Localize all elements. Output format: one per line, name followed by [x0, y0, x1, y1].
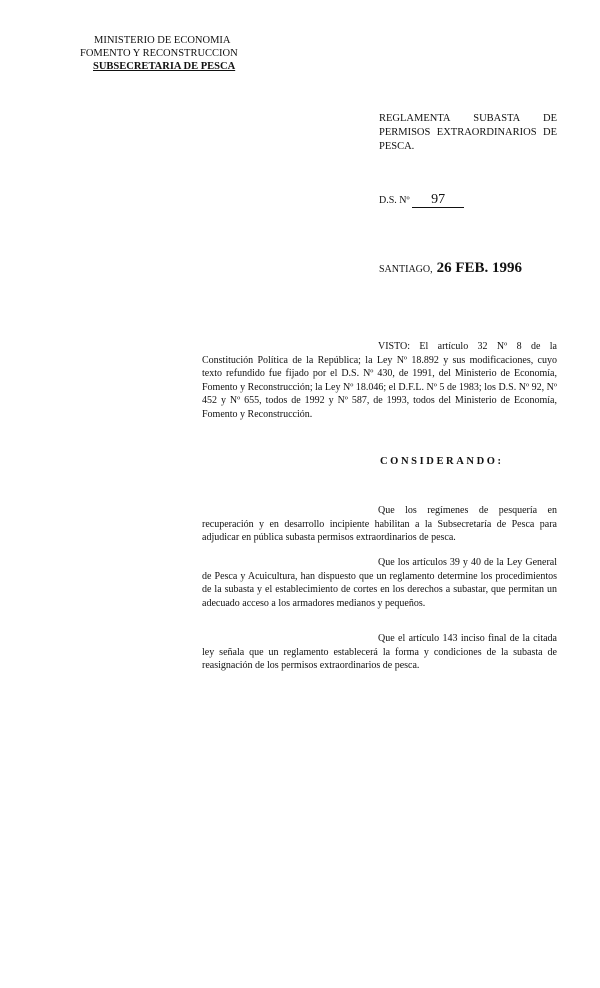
title-line-2: PERMISOS EXTRAORDINARIOS DE — [379, 127, 557, 138]
considerando-text-3: Que el artículo 143 inciso final de la citada ley señala que un reglamento establecerá la forma y condiciones de la subasta de reasignación de los permisos extraordinarios de pesca. — [202, 633, 557, 671]
ministry-line-2: FOMENTO Y RECONSTRUCCION — [80, 48, 238, 59]
date-value: 26 FEB. 1996 — [436, 260, 523, 276]
ministry-line-3: SUBSECRETARIA DE PESCA — [93, 61, 236, 72]
visto-text: VISTO: El artículo 32 Nº 8 de la Constitución Política de la República; la Ley Nº 18.892 y sus modificaciones, cuyo texto refundido fue fijado por el D.S. Nº 430, de 1991, del Ministerio de Economía, Fomento y Reconstrucción; la Ley Nº 18.046; el D.F.L. Nº 5 de 1983; los D.S. Nº 92, Nº 452 y Nº 655, todos de 1992 y Nº 587, de 1993, todos del Ministerio de Economía, Fomento y Reconstrucción. — [202, 341, 557, 420]
date-city: SANTIAGO, — [379, 264, 433, 275]
considerando-paragraph-3 — [202, 632, 557, 673]
considerando-heading: CONSIDERANDO: — [380, 456, 504, 467]
document-date — [379, 259, 522, 277]
ministry-header — [80, 34, 280, 73]
considerando-text-2: Que los artículos 39 y 40 de la Ley General de Pesca y Acuicultura, han dispuesto que un reglamento determine los procedimientos de la subasta y el establecimiento de cortes en los derechos a subastar, que permitan un adecuado acceso a los armadores medianos y pequeños. — [202, 557, 557, 609]
decree-number-value: 97 — [412, 193, 464, 208]
decree-number — [379, 193, 464, 208]
document-title — [379, 112, 557, 154]
considerando-paragraph-2 — [202, 556, 557, 610]
considerando-text-1: Que los regímenes de pesquería en recuperación y en desarrollo incipiente habilitan a la Subsecretaría de Pesca para adjudicar en pública subasta permisos extraordinarios de pesca. — [202, 505, 557, 543]
title-line-3: PESCA. — [379, 141, 415, 152]
considerando-paragraph-1 — [202, 504, 557, 545]
ministry-line-1: MINISTERIO DE ECONOMIA — [94, 35, 231, 46]
visto-paragraph — [202, 340, 557, 421]
title-line-1: REGLAMENTA SUBASTA DE — [379, 113, 557, 124]
decree-label: D.S. Nº — [379, 195, 410, 206]
